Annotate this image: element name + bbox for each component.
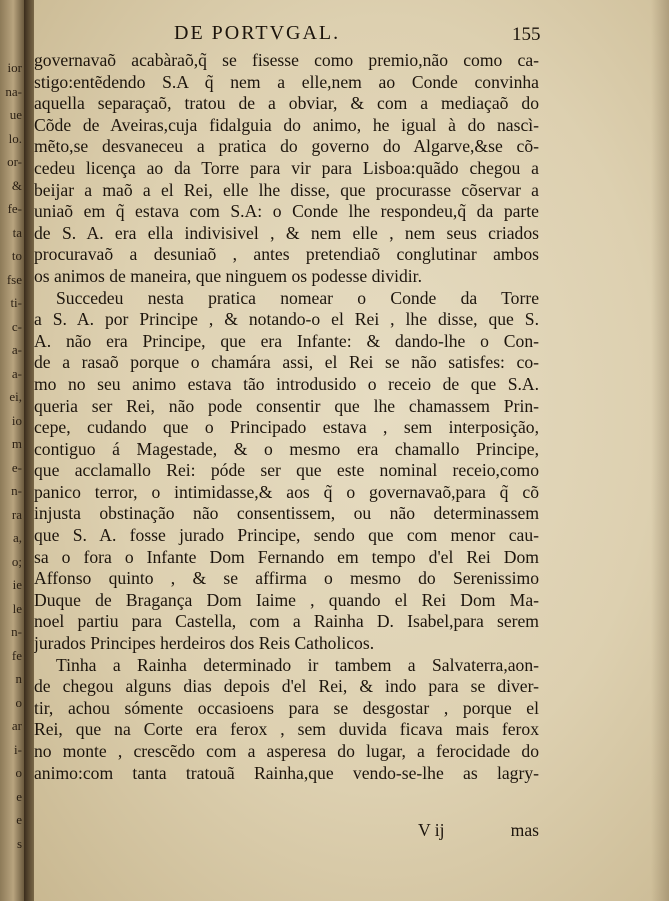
- previous-page-fragment: io: [11, 412, 22, 428]
- page-footer: [34, 820, 539, 842]
- previous-page-fragment: ei,: [9, 389, 22, 404]
- previous-page-fragment: to: [11, 248, 22, 263]
- previous-page-fragment: ior: [7, 60, 22, 75]
- text-line: A. não era Principe, que era Infante: & dando-lhe o Con-: [34, 330, 539, 351]
- text-line: mẽto,se desvaneceu a pratica do governo do Algarve,&se cõ-: [34, 136, 539, 157]
- text-line: tir, achou sómente occasioens para se desgostar , porque el: [34, 697, 539, 718]
- running-head: DE PORTVGAL.: [174, 22, 341, 44]
- text-line: de a rasaõ porque o chamára assi, el Rei se não satisfes: co-: [34, 352, 539, 373]
- previous-page-fragment: c-: [11, 318, 22, 334]
- text-line: noel partiu para Castella, com a Rainha D. Isabel,para serem: [34, 611, 539, 632]
- previous-page-fragment: n-: [11, 624, 22, 639]
- book-gutter: [24, 0, 34, 901]
- previous-page-fragment: a-: [11, 365, 22, 381]
- previous-page-fragment: or-: [7, 154, 22, 169]
- previous-page-fragment: ti-: [10, 295, 22, 310]
- text-line: Affonso quinto , & se affirma o mesmo do Serenissimo: [34, 568, 539, 589]
- previous-page-fragment: i-: [14, 741, 22, 757]
- text-line: os animos de maneira, que ninguem os podesse dividir.: [34, 265, 422, 286]
- previous-page-fragment: ue: [9, 107, 22, 122]
- previous-page-fragment: le: [12, 600, 22, 616]
- previous-page-fragment: ra: [11, 506, 22, 522]
- text-line: que S. A. fosse jurado Principe, sendo que com menor cau-: [34, 525, 539, 546]
- catchword: mas: [510, 820, 539, 840]
- page-header: [34, 22, 669, 46]
- text-line: injusta obstinação não consentissem, ou não determinassem: [34, 503, 539, 524]
- previous-page-fragment: m: [11, 436, 22, 451]
- previous-page-fragment: a-: [11, 342, 22, 357]
- body-text: [34, 50, 539, 784]
- previous-page-fragment: a,: [12, 530, 22, 545]
- previous-page-edge: [0, 0, 24, 901]
- text-line: contiguo á Magestade, & o mesmo era chamallo Principe,: [34, 438, 539, 459]
- text-line: aquella separaçaõ, tratou de a obviar, & com a mediaçaõ do: [34, 93, 539, 114]
- previous-page-fragment: e-: [11, 459, 22, 475]
- previous-page-fragment: e: [16, 788, 22, 804]
- previous-page-fragment: ie: [12, 577, 22, 592]
- text-line: de S. A. era ella indivisivel , & nem elle , nem seus criados: [34, 222, 539, 243]
- text-line: beijar a maõ a el Rei, elle lhe disse, que procurasse cõservar a: [34, 179, 539, 200]
- previous-page-fragment: lo.: [8, 130, 22, 146]
- text-line: governavaõ acabàraõ,q̃ se fisesse como premio,não como ca-: [34, 50, 539, 70]
- previous-page-fragment: n: [15, 671, 22, 686]
- previous-page-fragment: &: [11, 177, 22, 193]
- previous-page-fragment: ta: [12, 224, 22, 240]
- text-line: Succedeu nesta pratica nomear o Conde da Torre: [56, 287, 539, 308]
- text-line: Tinha a Rainha determinado ir tambem a Salvaterra,aon-: [56, 654, 539, 675]
- text-line: panico terror, o intimidasse,& aos q̃ o governavaõ,para q̃ cõ: [34, 481, 539, 502]
- text-line: que acclamallo Rei: póde ser que este nominal receio,como: [34, 460, 539, 481]
- previous-page-fragment: fe-: [7, 201, 22, 216]
- previous-page-fragment: o: [15, 765, 22, 780]
- previous-page-fragment: fe: [11, 647, 22, 663]
- text-line: queria ser Rei, não pode consentir que lhe chamassem Prin-: [34, 395, 539, 416]
- previous-page-fragment: o;: [11, 553, 22, 569]
- previous-page-fragment: na-: [5, 83, 22, 99]
- page-number: 155: [512, 24, 541, 45]
- previous-page-fragment: e: [16, 812, 22, 827]
- previous-page-fragment: s: [16, 835, 22, 851]
- signature-mark: V ij: [418, 820, 445, 840]
- text-line: procuravaõ a desuniaõ , antes pretendiaõ conglutinar ambos: [34, 244, 539, 265]
- text-line: jurados Principes herdeiros dos Reis Catholicos.: [34, 633, 375, 654]
- text-line: animo:com tanta tratouã Rainha,que vendo-se-lhe as lagry-: [34, 762, 539, 783]
- previous-page-fragment: fse: [6, 271, 22, 287]
- text-line: Cõde de Aveiras,cuja fidalguia do animo, he igual à do nascì-: [34, 114, 539, 135]
- previous-page-fragment: ar: [11, 718, 22, 733]
- text-line: cepe, cudando que o Principado estava , sem interposição,: [34, 417, 539, 438]
- text-line: mo no seu animo estava tão introdusido o receio de que S.A.: [34, 373, 539, 394]
- text-line: de chegou alguns dias depois d'el Rei, & indo para se diver-: [34, 676, 539, 697]
- text-line: no monte , crescẽdo com a asperesa do lugar, a ferocidade do: [34, 741, 539, 761]
- text-line: Rei, que na Corte era ferox , sem duvida ficava mais ferox: [34, 719, 539, 740]
- text-line: Duque de Bragança Dom Iaime , quando el Rei Dom Ma-: [34, 589, 539, 610]
- text-line: a S. A. por Principe , & notando-o el Rei , lhe disse, que S.: [34, 309, 539, 330]
- previous-page-fragment: o: [15, 694, 22, 710]
- text-line: cedeu licença ao da Torre para vir para Lisboa:quãdo chegou a: [34, 157, 539, 178]
- book-page: [34, 0, 669, 901]
- text-line: sa o fora o Infante Dom Fernando em tempo d'el Rei Dom: [34, 546, 539, 567]
- previous-page-fragment: n-: [11, 483, 22, 498]
- text-line: uniaõ em q̃ estava com S.A: o Conde lhe respondeu,q̃ da parte: [34, 201, 539, 222]
- text-line: stigo:entẽdendo S.A q̃ nem a elle,nem ao Conde convinha: [34, 71, 539, 92]
